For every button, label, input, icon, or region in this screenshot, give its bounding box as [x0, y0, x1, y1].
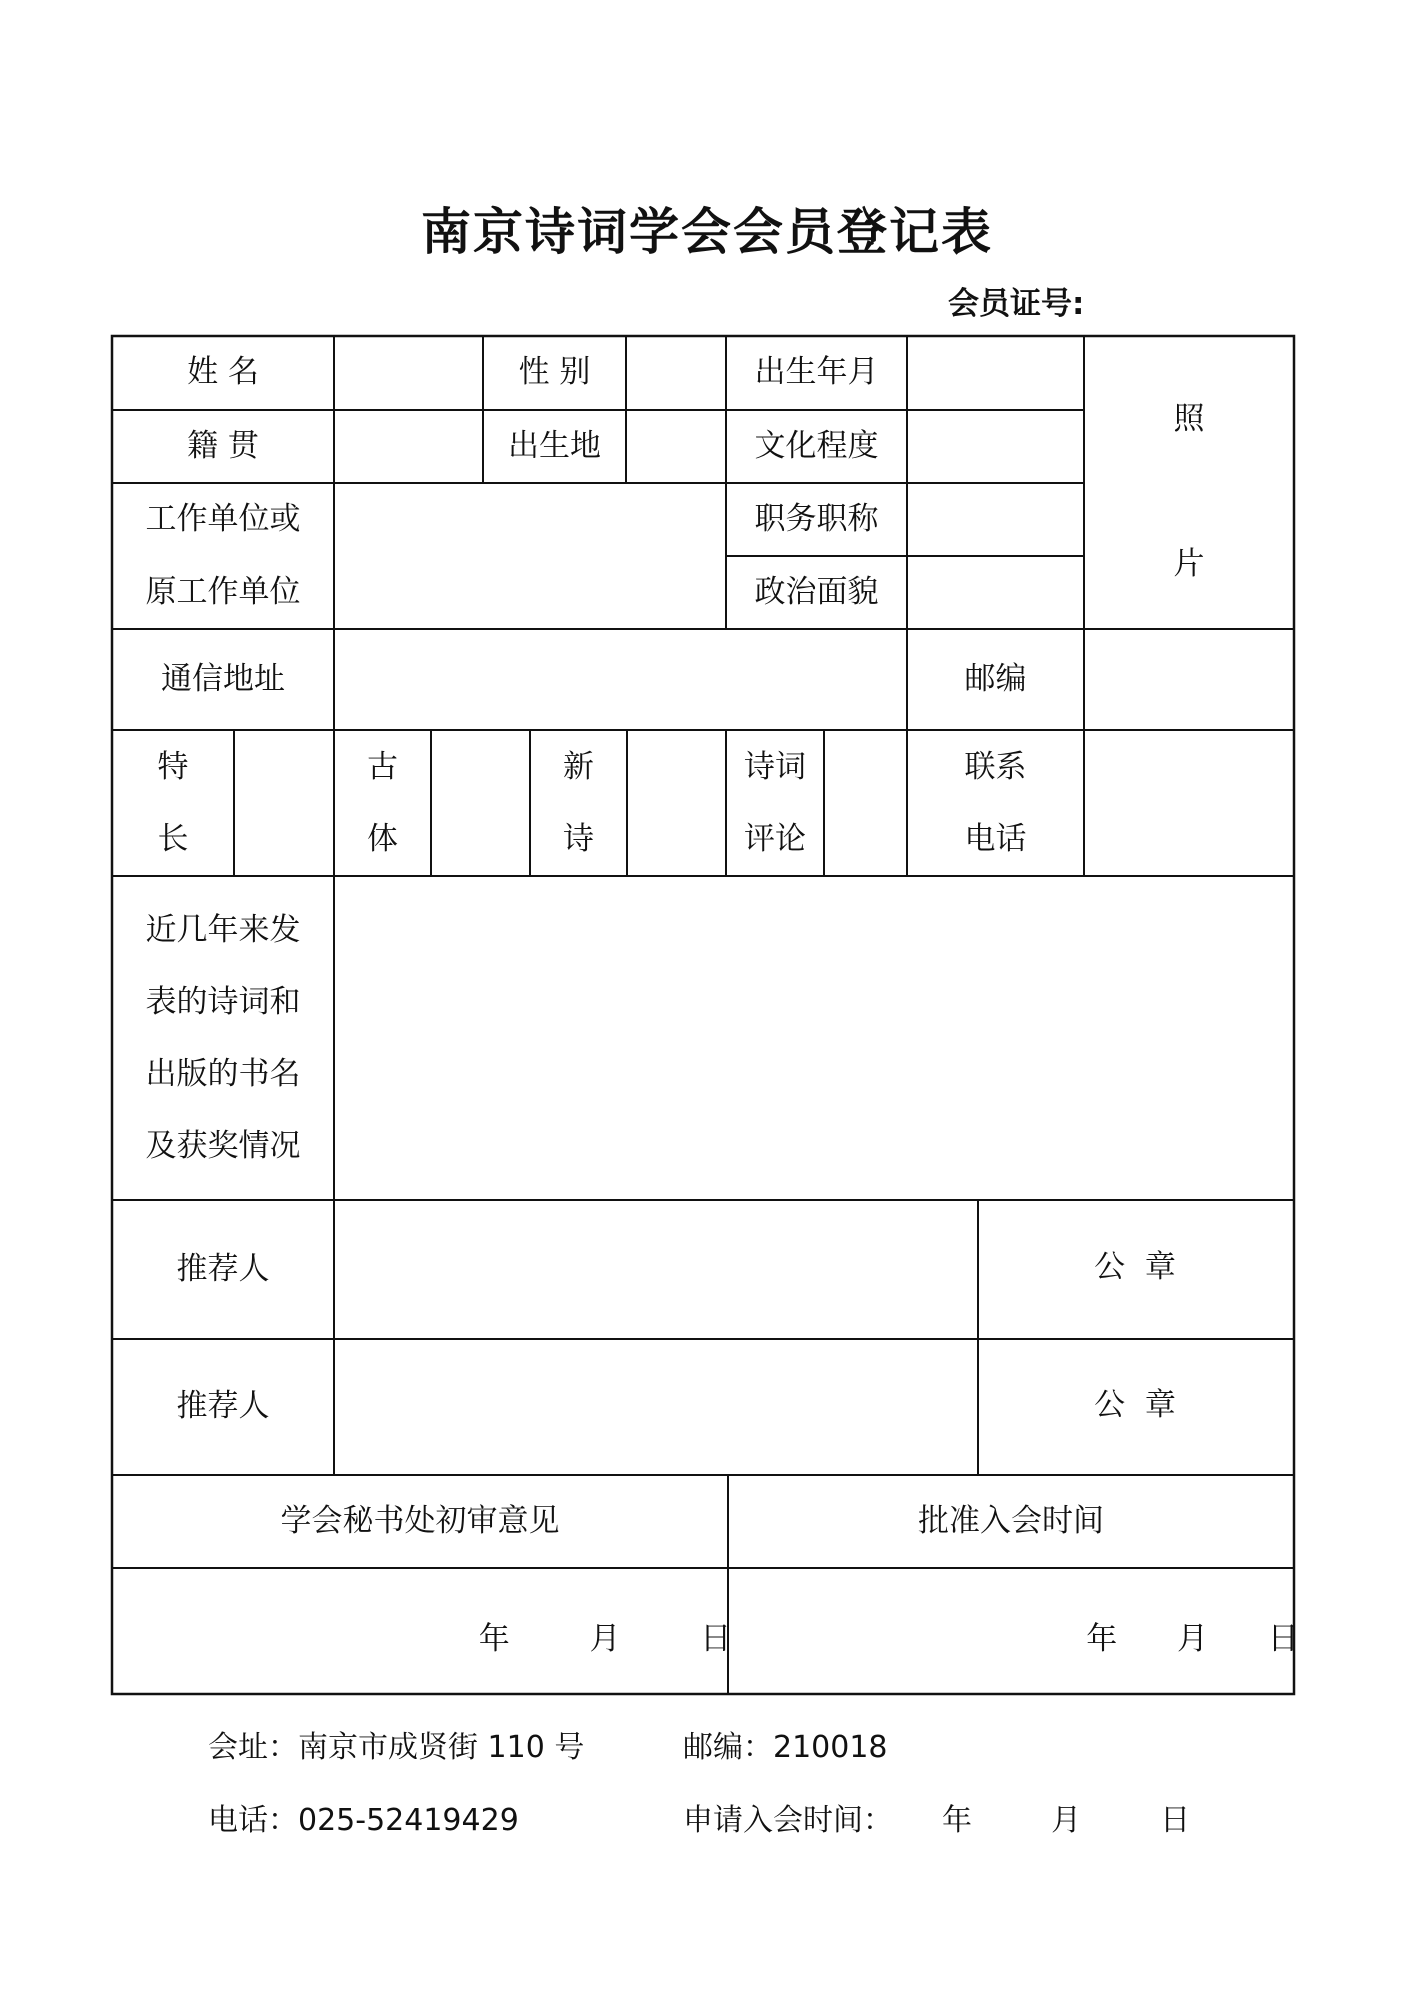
- position-title-field[interactable]: [909, 485, 1082, 554]
- specialty-label: [112, 730, 234, 876]
- classical-poetry-label-line1: 古: [367, 749, 398, 785]
- recommender-2-label: 推荐人: [176, 1388, 270, 1425]
- secretariat-review-label: 学会秘书处初审意见: [280, 1502, 560, 1539]
- modern-poetry-label-line2: 诗: [563, 821, 594, 857]
- classical-poetry-label-line2: 体: [367, 821, 398, 857]
- footer-apply-label: 申请入会时间：: [683, 1803, 893, 1838]
- publications-label-line4: 及获奖情况: [145, 1128, 301, 1164]
- gender-label: 性 别: [518, 354, 591, 391]
- classical-poetry-label: [334, 730, 431, 876]
- mailing-address-field[interactable]: [336, 631, 905, 728]
- modern-poetry-label-line1: 新: [563, 749, 594, 785]
- position-title-label: 职务职称: [754, 500, 879, 537]
- postcode-label: 邮编: [964, 660, 1027, 697]
- work-unit-label-line2: 原工作单位: [145, 574, 301, 610]
- form-title: 南京诗词学会会员登记表: [421, 202, 993, 261]
- modern-poetry-label: [530, 730, 627, 876]
- birth-date-label: 出生年月: [754, 354, 879, 391]
- recommender-2-field[interactable]: [336, 1341, 976, 1473]
- secretariat-review-date: 年 月 日: [478, 1621, 732, 1658]
- specialty-field[interactable]: [236, 732, 332, 874]
- approval-date: 年 月 日: [1086, 1621, 1299, 1658]
- work-unit-field[interactable]: [336, 485, 724, 627]
- photo-label-top: 照: [1173, 401, 1205, 438]
- gender-field[interactable]: [628, 338, 724, 408]
- footer-postcode: 邮编：210018: [683, 1730, 888, 1765]
- recommender-1-field[interactable]: [336, 1202, 976, 1337]
- poetry-criticism-field[interactable]: [826, 732, 905, 874]
- contact-phone-label: [907, 730, 1084, 876]
- modern-poetry-field[interactable]: [629, 732, 724, 874]
- photo-area[interactable]: [1086, 338, 1292, 627]
- education-field[interactable]: [909, 412, 1082, 481]
- specialty-label-line2: 长: [157, 821, 189, 857]
- member-number-label: 会员证号:: [948, 286, 1085, 322]
- footer-apply-date: 年 月 日: [942, 1803, 1191, 1838]
- native-place-field[interactable]: [336, 412, 481, 481]
- recommender-1-label: 推荐人: [176, 1250, 270, 1287]
- birth-date-field[interactable]: [909, 338, 1082, 408]
- photo-label-bottom: 片: [1173, 546, 1205, 583]
- name-field[interactable]: [336, 338, 481, 408]
- poetry-criticism-label-line2: 评论: [744, 821, 806, 857]
- mailing-address-label: 通信地址: [161, 660, 285, 697]
- classical-poetry-field[interactable]: [433, 732, 528, 874]
- specialty-label-line1: 特: [157, 749, 189, 785]
- postcode-field[interactable]: [1086, 631, 1292, 728]
- political-status-field[interactable]: [909, 558, 1082, 627]
- birthplace-field[interactable]: [628, 412, 724, 481]
- contact-phone-field[interactable]: [1086, 732, 1292, 874]
- publications-label-line1: 近几年来发: [145, 912, 301, 948]
- poetry-criticism-label-line1: 诗词: [744, 749, 806, 785]
- contact-phone-label-line2: 电话: [964, 821, 1027, 857]
- education-label: 文化程度: [754, 427, 879, 464]
- approval-time-label: 批准入会时间: [918, 1502, 1104, 1539]
- native-place-label: 籍 贯: [187, 427, 259, 464]
- contact-phone-label-line1: 联系: [964, 749, 1027, 785]
- recommender-1-seal-label: 公 章: [1094, 1249, 1176, 1286]
- footer-phone: 电话：025-52419429: [208, 1803, 519, 1838]
- work-unit-label: [112, 483, 334, 629]
- publications-label-line2: 表的诗词和: [145, 984, 301, 1020]
- birthplace-label: 出生地: [508, 427, 601, 464]
- political-status-label: 政治面貌: [754, 573, 879, 610]
- publications-field[interactable]: [336, 878, 1292, 1198]
- publications-label: [112, 876, 334, 1200]
- recommender-2-seal-label: 公 章: [1094, 1387, 1176, 1424]
- publications-label-line3: 出版的书名: [145, 1056, 301, 1092]
- name-label: 姓 名: [187, 354, 259, 391]
- footer-address: 会址：南京市成贤街 110 号: [208, 1730, 585, 1765]
- work-unit-label-line1: 工作单位或: [145, 501, 301, 537]
- poetry-criticism-label: [726, 730, 824, 876]
